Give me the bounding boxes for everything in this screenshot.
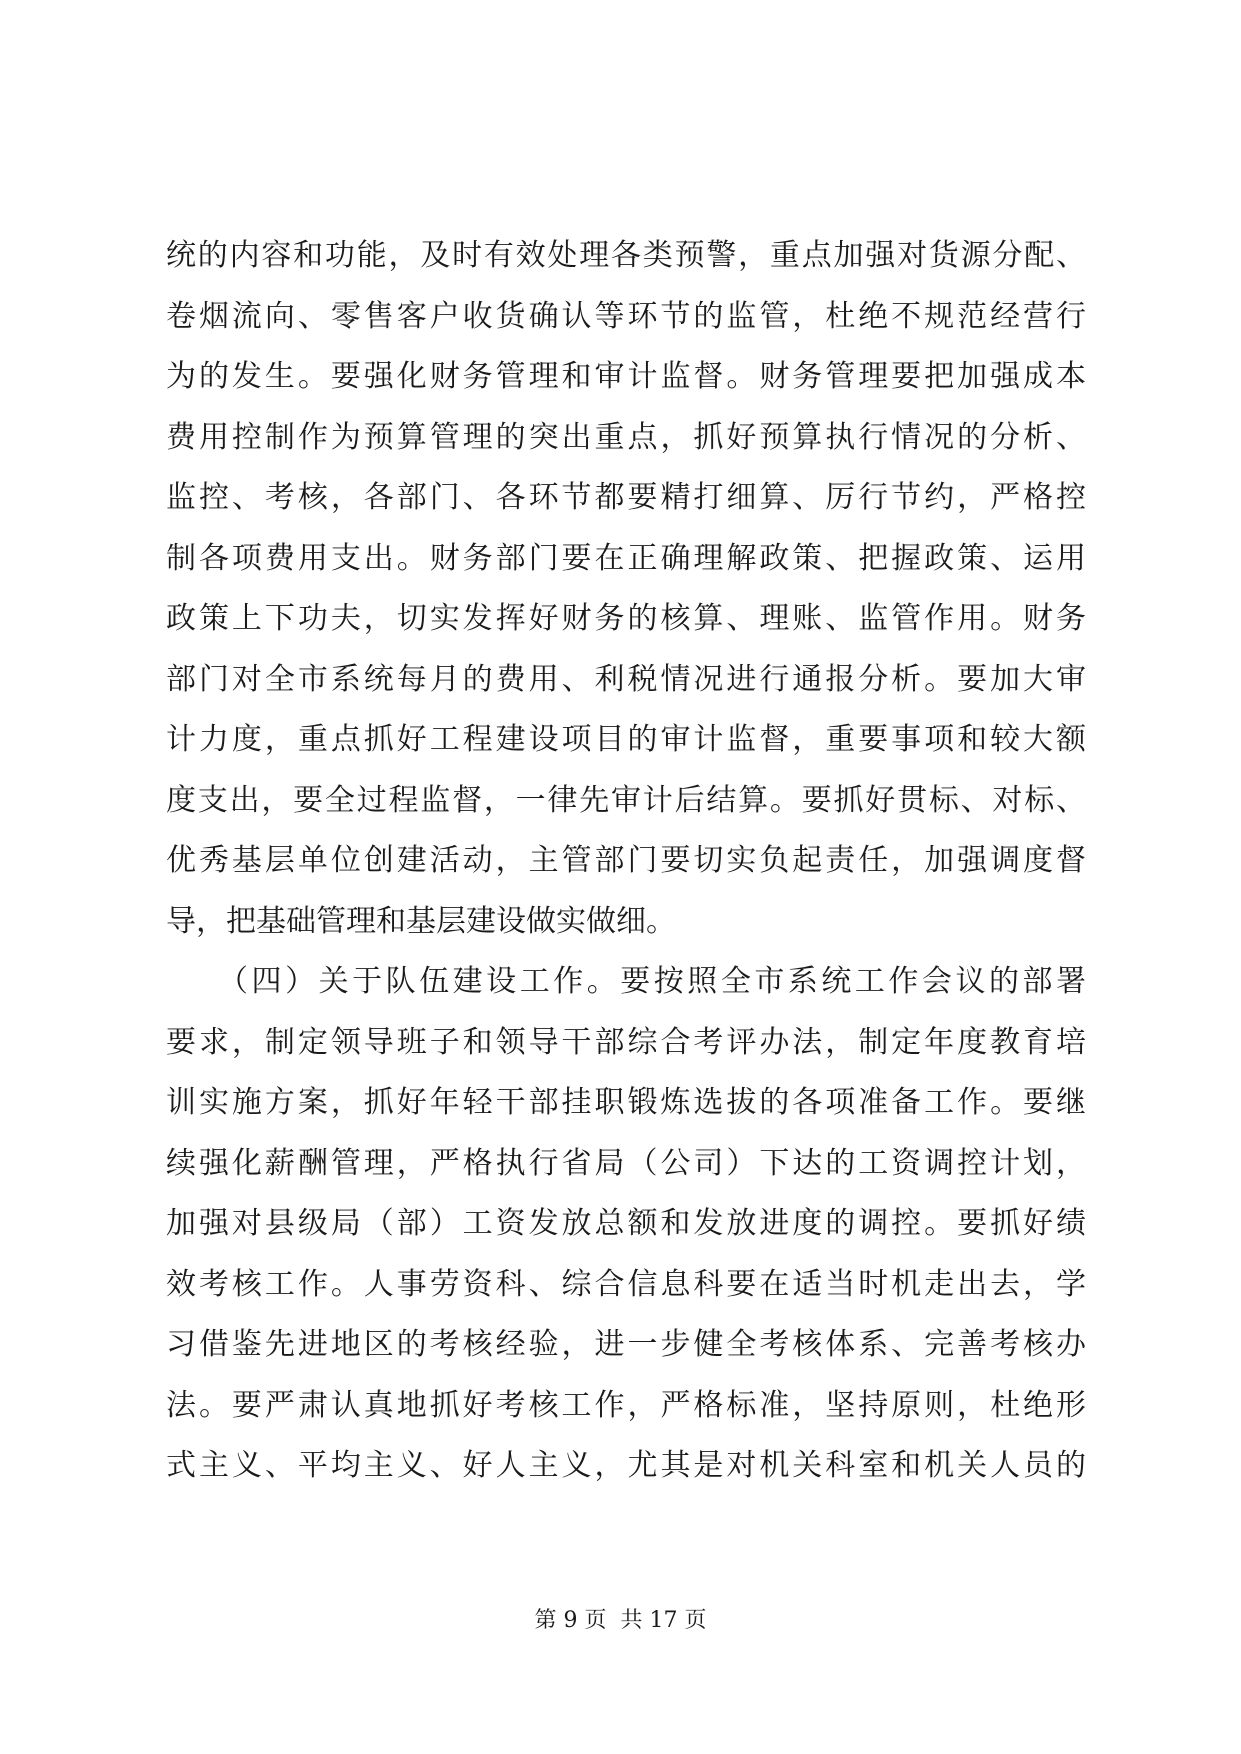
text-line: 计力度，重点抓好工程建设项目的审计监督，重要事项和较大额 [166,722,1086,757]
text-line: 度支出，要全过程监督，一律先审计后结算。要抓好贯标、对标、 [166,782,1086,818]
page-footer: 第 9 页 共 17 页 [534,1608,707,1633]
text-line: 卷烟流向、零售客户收货确认等环节的监管，杜绝不规范经营行 [166,298,1086,334]
text-line: 优秀基层单位创建活动，主管部门要切实负起责任，加强调度督 [166,843,1086,878]
text-line: 部门对全市系统每月的费用、利税情况进行通报分析。要加大审 [166,661,1086,697]
text-line: 式主义、平均主义、好人主义，尤其是对机关科室和机关人员的 [166,1448,1086,1483]
text-line: 政策上下功夫，切实发挥好财务的核算、理账、监管作用。财务 [166,601,1086,636]
text-line: 监控、考核，各部门、各环节都要精打细算、厉行节约，严格控 [166,480,1086,515]
text-line: 续强化薪酬管理，严格执行省局（公司）下达的工资调控计划， [166,1145,1086,1181]
text-line: 统的内容和功能，及时有效处理各类预警，重点加强对货源分配、 [166,238,1086,273]
text-line: 效考核工作。人事劳资科、综合信息科要在适当时机走出去，学 [166,1266,1086,1302]
text-line: （四）关于队伍建设工作。要按照全市系统工作会议的部署 [166,964,1086,999]
text-line: 训实施方案，抓好年轻干部挂职锻炼选拔的各项准备工作。要继 [166,1085,1086,1120]
text-line: 费用控制作为预算管理的突出重点，抓好预算执行情况的分析、 [166,419,1086,455]
text-line: 导，把基础管理和基层建设做实做细。 [166,903,676,939]
text-line: 为的发生。要强化财务管理和审计监督。财务管理要把加强成本 [166,359,1086,394]
text-line: 加强对县级局（部）工资发放总额和发放进度的调控。要抓好绩 [166,1206,1086,1241]
text-line: 制各项费用支出。财务部门要在正确理解政策、把握政策、运用 [166,540,1086,576]
text-line: 法。要严肃认真地抓好考核工作，严格标准，坚持原则，杜绝形 [166,1387,1086,1423]
text-line: 要求，制定领导班子和领导干部综合考评办法，制定年度教育培 [166,1024,1086,1060]
body-text [166,226,1086,1497]
text-line: 习借鉴先进地区的考核经验，进一步健全考核体系、完善考核办 [166,1327,1086,1362]
